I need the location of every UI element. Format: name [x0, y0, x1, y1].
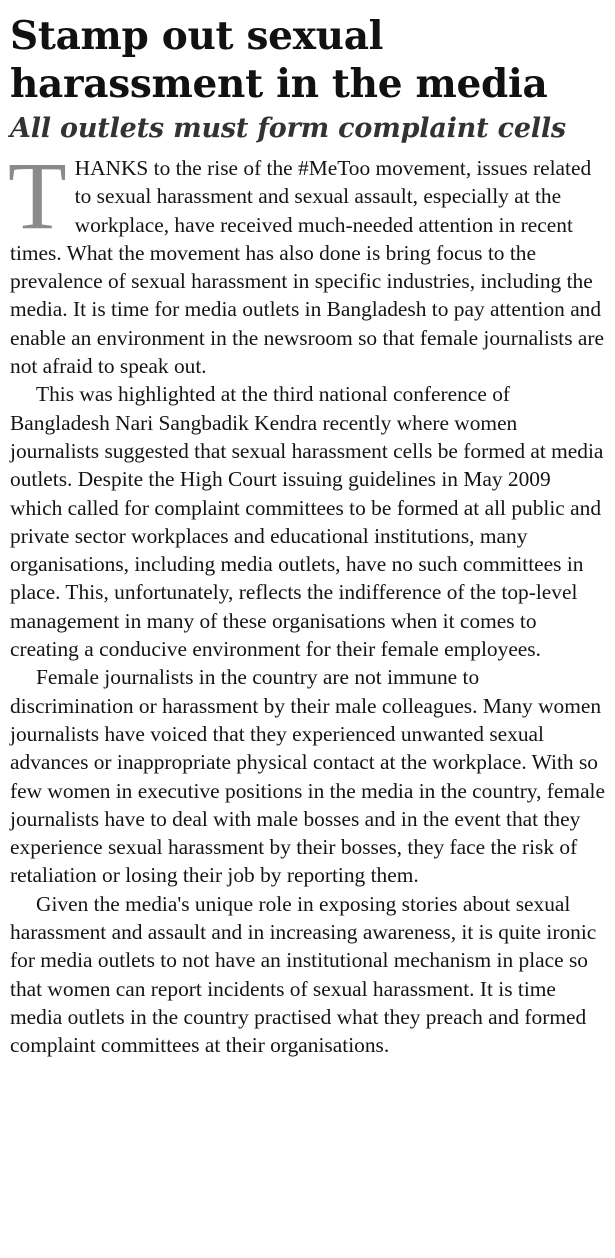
paragraph-4: Given the media's unique role in exposing stories about sexual harassment and assault and in increasing awareness, it is quite ironic for media outlets to not have an institutional mechanism in place so that women can report incidents of sexual harassment. It is time media outlets in the country practised what they preach and formed complaint committees at their organisations.: [10, 891, 597, 1058]
subheadline: All outlets must form complaint cells: [10, 113, 566, 144]
paragraph-3: Female journalists in the country are not immune to discrimination or harassment by their male colleagues. Many women journalists have voiced that they experienced unwanted sexual advances or inappropriate physical contact at the workplace. With so few women in executive positions in the media in the country, female journalists have to deal with male bosses and in the event that they experience sexual harassment by their bosses, they face the risk of retaliation or losing their job by reporting them.: [10, 665, 605, 888]
paragraph-2: This was highlighted at the third national conference of Bangladesh Nari Sangbadik Kendra recently where women journalists suggested that sexual harassment cells be formed at media outlets. Despite the High Court issuing guidelines in May 2009 which called for complaint committees to be formed at all public and private sector workplaces and educational institutions, many organisations, including media outlets, have no such committees in place. This, unfortunately, reflects the indifference of the top-level management in many of these organisations when it comes to creating a conducive environment for their female employees.: [10, 382, 604, 662]
headline: [10, 12, 605, 108]
headline-line-2: harassment in the media: [10, 61, 548, 107]
paragraph-1: [8, 142, 605, 380]
headline-line-1: Stamp out sexual: [10, 13, 384, 59]
drop-cap: T: [8, 142, 67, 249]
article-body: [8, 142, 605, 1060]
paragraph-1-text: HANKS to the rise of the #MeToo movement, issues related to sexual harassment and sexual assault, especially at the workplace, have received much-needed attention in recent times. What the movement has also done is bring focus to the prevalence of sexual harassment in specific industries, including the media. It is time for media outlets in Bangladesh to pay attention and enable an environment in the newsroom so that female journalists are not afraid to speak out.: [10, 156, 604, 379]
